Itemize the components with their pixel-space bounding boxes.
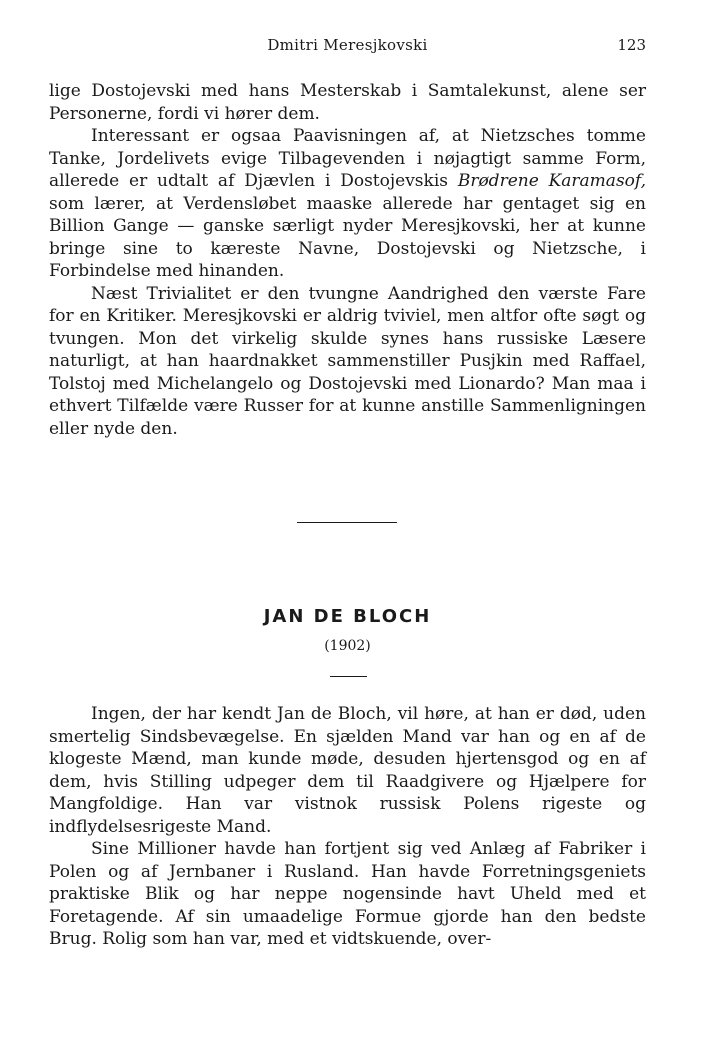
paragraph-ingen: Ingen, der har kendt Jan de Bloch, vil høre, at han er død, uden smertelig Sindsbevægelse. En sjælden Mand var han og en af de klogeste Mænd, man kunde møde, desuden hjertensgod og en af dem, hvis Stilling udpeger dem til Raadgivere og Hjælpere for Mangfoldige. Han var vistnok russisk Polens rigeste og indflydelsesrigeste Mand. bbox=[49, 704, 646, 837]
continued-text-section bbox=[49, 80, 646, 440]
chapter-body-section bbox=[49, 703, 646, 951]
chapter-title: JAN DE BLOCH bbox=[263, 606, 432, 627]
page-number: 123 bbox=[617, 36, 646, 54]
paragraph-text-after-title: som lærer, at Verdensløbet maaske allerede har gentaget sig en Billion Gange — ganske særligt nyder Meresjkovski, her at kunne bringe sine to kæreste Navne, Dostojevski og Nietzsche, i Forbindelse med hinanden. bbox=[49, 193, 646, 281]
chapter-year: (1902) bbox=[324, 638, 371, 654]
running-head bbox=[49, 36, 646, 58]
paragraph-continuation: lige Dostojevski med hans Mesterskab i Samtalekunst, alene ser Personerne, fordi vi hører dem. bbox=[49, 81, 646, 124]
paragraph-text-before-title: Interessant er ogsaa Paavisningen af, at Nietzsches tomme Tanke, Jordelivets evige Tilbagevenden i nøjagtigt samme Form, allerede er udtalt af Djævlen i Dostojevskis bbox=[49, 126, 646, 191]
section-divider-rule bbox=[297, 522, 397, 523]
book-title: Brødrene Karamasof, bbox=[457, 171, 646, 191]
paragraph-trivialitet: Næst Trivialitet er den tvungne Aandrighed den værste Fare for en Kritiker. Meresjkovski er aldrig tviviel, men altfor ofte søgt og tvungen. Mon det virkelig skulde synes hans russiske Læsere naturligt, at han haardnakket sammenstiller Pusjkin med Raffael, Tolstoj med Michelangelo og Dostojevski med Lionardo? Man maa i ethvert Tilfælde være Russer for at kunne anstille Sammenligningen eller nyde den. bbox=[49, 283, 646, 439]
paragraph-nietzsche bbox=[49, 125, 646, 283]
paragraph-millioner: Sine Millioner havde han fortjent sig ved Anlæg af Fabriker i Polen og af Jernbaner i Rusland. Han havde Forretningsgeniets praktiske Blik og har neppe nogensinde havt Uheld med et Foretagende. Af sin umaadelige Formue gjorde han den bedste Brug. Rolig som han var, med et vidtskuende, over- bbox=[49, 839, 646, 949]
running-title: Dmitri Meresjkovski bbox=[267, 36, 428, 54]
heading-underline-rule bbox=[330, 676, 367, 677]
book-page bbox=[49, 0, 646, 1037]
